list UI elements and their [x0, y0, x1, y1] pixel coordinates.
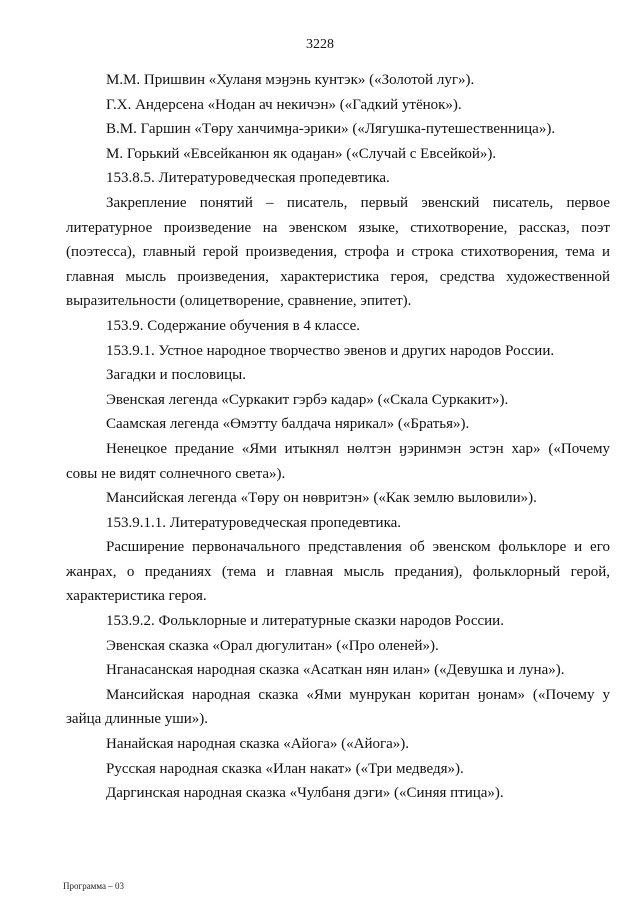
- section-heading-153-9-2: 153.9.2. Фольклорные и литературные сказки народов России.: [106, 613, 504, 630]
- paragraph-gorky: М. Горький «Евсейканюн як одаӈан» («Случай с Евсейкой»).: [106, 145, 497, 162]
- paragraph-concepts: Закрепление понятий – писатель, первый эвенский писатель, первое литературное произведение на эвенском языке, стихотворение, рассказ, поэт (поэтесса), главный герой произведения, строфа и строка стихотворения, тема и главная мысль произведения, характеристика героя, средства художественной выразительности (олицетворение, сравнение, эпитет).: [66, 194, 610, 310]
- paragraph-nenets-legend: Ненецкое предание «Ями итыкнял нөлтэн ӈэринмэн эстэн хар» («Почему совы не видят солнечного света»).: [66, 440, 610, 482]
- section-heading-153-9-1-1: 153.9.1.1. Литературоведческая пропедевтика.: [106, 514, 402, 531]
- section-heading-153-9-1: 153.9.1. Устное народное творчество эвенов и других народов России.: [106, 342, 555, 359]
- paragraph-even-tale: Эвенская сказка «Орал дюгулитан» («Про оленей»).: [106, 637, 439, 654]
- paragraph-andersen: Г.Х. Андерсена «Нодан ач некичэн» («Гадкий утёнок»).: [106, 96, 462, 113]
- paragraph-folklore-expansion: Расширение первоначального представления об эвенском фольклоре и его жанрах, о преданиях (тема и главная мысль предания), фольклорный герой, характеристика героя.: [66, 539, 610, 605]
- paragraph-garshin: В.М. Гаршин «Төру ханчимӈа-эрики» («Лягушка-путешественница»).: [106, 121, 556, 138]
- paragraph-nganasan-tale: Нганасанская народная сказка «Асаткан нян илан» («Девушка и луна»).: [106, 662, 565, 679]
- paragraph-dargin-tale: Даргинская народная сказка «Чулбаня дэги» («Синяя птица»).: [106, 785, 504, 802]
- paragraph-mansi-legend: Мансийская легенда «Төру он нөвритэн» («Как землю выловили»).: [106, 490, 537, 507]
- paragraph-prishvin: М.М. Пришвин «Хуланя мэӈэнь кунтэк» («Золотой луг»).: [106, 72, 475, 88]
- paragraph-nanai-tale: Нанайская народная сказка «Айога» («Айога»).: [106, 736, 410, 753]
- page-number: 3228: [306, 37, 334, 52]
- paragraph-sami-legend: Саамская легенда «Өмэтту балдача нярикал» («Братья»).: [106, 416, 470, 433]
- page-content: [66, 68, 610, 806]
- paragraph-riddles: Загадки и пословицы.: [106, 367, 246, 384]
- page-footer: Программа – 03: [63, 881, 125, 891]
- section-heading-153-8-5: 153.8.5. Литературоведческая пропедевтика.: [106, 170, 390, 187]
- paragraph-russian-tale: Русская народная сказка «Илан накат» («Три медведя»).: [106, 760, 464, 777]
- paragraph-mansi-tale: Мансийская народная сказка «Ями мунрукан коритан ӈонам» («Почему у зайца длинные уши»).: [66, 686, 610, 728]
- section-heading-153-9: 153.9. Содержание обучения в 4 классе.: [106, 317, 360, 334]
- paragraph-even-legend: Эвенская легенда «Суркакит гэрбэ кадар» («Скала Суркакит»).: [106, 391, 509, 408]
